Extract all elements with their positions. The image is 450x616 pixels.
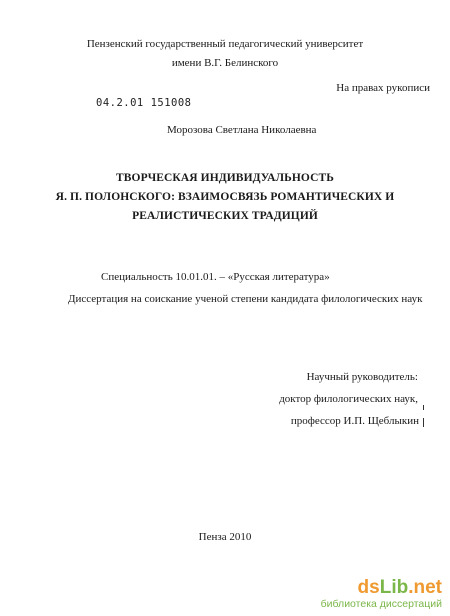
city-year: Пенза 2010: [198, 531, 252, 543]
university-name: Пензенский государственный педагогический университет: [86, 38, 364, 50]
scan-mark: [423, 405, 424, 410]
specialty: Специальность 10.01.01. – «Русская литература»: [101, 271, 330, 283]
supervisor-name: профессор И.П. Щеблыкин: [290, 415, 419, 427]
scan-mark: [423, 418, 424, 427]
named-after: имени В.Г. Белинского: [171, 57, 279, 69]
supervisor-role: Научный руководитель:: [306, 371, 418, 383]
manuscript-rights: На правах рукописи: [336, 82, 430, 94]
dissertation-degree: Диссертация на соискание ученой степени кандидата филологических наук: [68, 293, 423, 305]
supervisor-degree: доктор филологических наук,: [279, 393, 418, 405]
watermark-logo: dsLib.net: [357, 577, 442, 598]
archive-stamp: 04.2.01 151008: [96, 97, 192, 109]
title-line-1: ТВОРЧЕСКАЯ ИНДИВИДУАЛЬНОСТЬ: [116, 172, 334, 184]
watermark-subtitle: библиотека диссертаций: [320, 598, 442, 610]
author-name: Морозова Светлана Николаевна: [167, 124, 317, 136]
title-line-2: Я. П. ПОЛОНСКОГО: ВЗАИМОСВЯЗЬ РОМАНТИЧЕСКИХ И: [55, 191, 395, 203]
watermark: [321, 578, 442, 610]
title-line-3: РЕАЛИСТИЧЕСКИХ ТРАДИЦИЙ: [132, 210, 318, 222]
